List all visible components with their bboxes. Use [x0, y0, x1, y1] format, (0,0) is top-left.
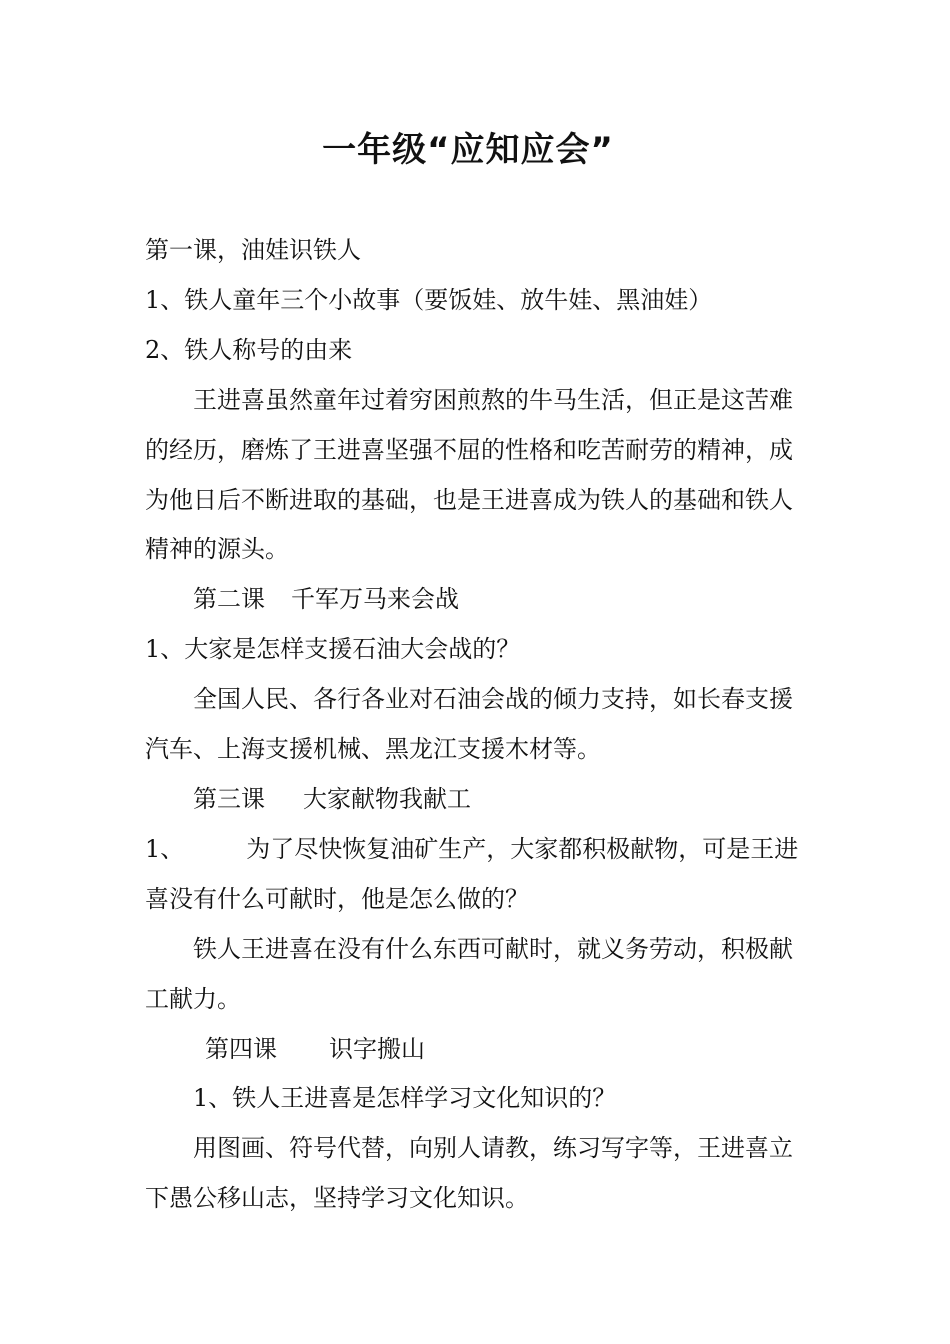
lesson-3-answer: 铁人王进喜在没有什么东西可献时，就义务劳动，积极献工献力。 — [145, 934, 793, 1013]
lesson-4-question: 1、铁人王进喜是怎样学习文化知识的？ — [193, 1084, 617, 1113]
lesson-2-answer: 全国人民、各行各业对石油会战的倾力支持，如长春支援汽车、上海支援机械、黑龙江支援木材等。 — [145, 685, 793, 764]
lesson-4-label: 第四课 — [205, 1034, 277, 1063]
lesson-1-item-1: 1、铁人童年三个小故事（要饭娃、放牛娃、黑油娃） — [145, 285, 713, 314]
lesson-2-label: 第二课 — [193, 585, 265, 614]
lesson-3-question — [145, 825, 813, 925]
lesson-1-item-2: 2、铁人称号的由来 — [145, 335, 353, 364]
lesson-3-question-number: 1、 — [145, 834, 185, 863]
document-body — [145, 226, 813, 1224]
lesson-3-question-text: 为了尽快恢复油矿生产，大家都积极献物，可是王进喜没有什么可献时，他是怎么做的？ — [145, 834, 799, 913]
lesson-2-heading — [145, 575, 813, 625]
lesson-4-answer: 用图画、符号代替，向别人请教，练习写字等，王进喜立下愚公移山志，坚持学习文化知识。 — [145, 1134, 793, 1213]
page-title: 一年级“应知应会” — [322, 130, 614, 170]
lesson-1-paragraph: 王进喜虽然童年过着穷困煎熬的牛马生活，但正是这苦难的经历，磨炼了王进喜坚强不屈的性格和吃苦耐劳的精神，成为他日后不断进取的基础，也是王进喜成为铁人的基础和铁人精神的源头。 — [145, 385, 793, 564]
lesson-2-name: 千军万马来会战 — [291, 585, 459, 614]
lesson-4-heading — [145, 1025, 813, 1075]
lesson-4-name: 识字搬山 — [329, 1034, 425, 1063]
lesson-3-heading — [145, 775, 813, 825]
lesson-3-label: 第三课 — [193, 784, 265, 813]
lesson-3-name: 大家献物我献工 — [303, 784, 471, 813]
lesson-2-question: 1、大家是怎样支援石油大会战的？ — [145, 635, 521, 664]
lesson-1-heading: 第一课，油娃识铁人 — [145, 236, 361, 264]
